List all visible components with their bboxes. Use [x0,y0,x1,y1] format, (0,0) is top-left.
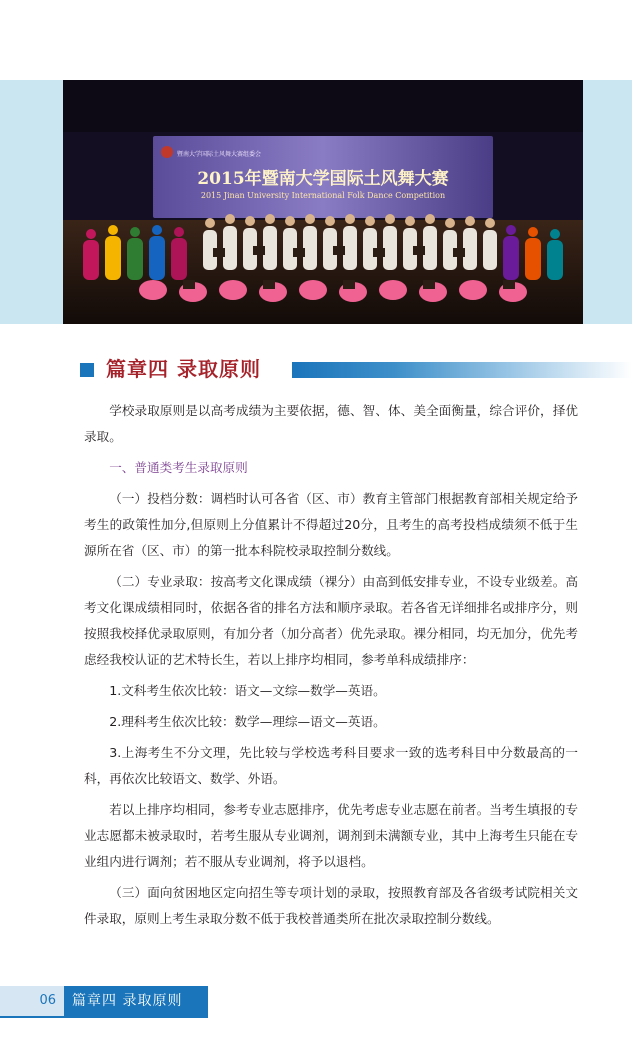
chapter-gradient-bar [292,362,632,378]
paragraph-preference: 若以上排序均相同，参考专业志愿排序，优先考虑专业志愿在前者。当考生填报的专业志愿都未被录取时，若考生服从专业调剂，调剂到未满额专业，其中上海考生只能在专业组内进行调剂；若不服从专业调剂，将予以退档。 [84,802,578,869]
chapter-title: 篇章四 录取原则 [106,357,261,381]
list-item-science: 2.理科考生依次比较：数学—理综—语文—英语。 [109,714,386,729]
body-content [84,398,578,937]
page-number: 06 [0,986,64,1016]
group-photo [63,80,583,324]
intro-paragraph: 学校录取原则是以高考成绩为主要依据，德、智、体、美全面衡量，综合评价，择优录取。 [84,403,578,444]
footer-rule [0,1016,208,1018]
paragraph-major-admission: （二）专业录取：按高考文化课成绩（裸分）由高到低安排专业，不设专业级差。高考文化课成绩相同时，依据各省的排名方法和顺序录取。若各省无详细排名或排序分，则按照我校择优录取原则，有加分者（加分高者）优先录取。裸分相同，均无加分，优先考虑经我校认证的艺术特长生，若以上排序均相同，参考单科成绩排序： [84,574,578,667]
list-item-liberal-arts: 1.文科考生依次比较：语文—文综—数学—英语。 [109,683,386,698]
footer-chapter-label: 篇章四 录取原则 [64,986,208,1016]
section-title-general: 一、普通类考生录取原则 [109,460,248,475]
chapter-heading [80,354,632,384]
paragraph-score: （一）投档分数：调档时认可各省（区、市）教育主管部门根据教育部相关规定给予考生的政策性加分,但原则上分值累计不得超过20分，且考生的高考投档成绩须不低于生源所在省（区、市）的第一批本科院校录取控制分数线。 [84,491,578,558]
paragraph-special-plan: （三）面向贫困地区定向招生等专项计划的录取，按照教育部及各省级考试院相关文件录取，原则上考生录取分数不低于我校普通类所在批次录取控制分数线。 [84,885,578,926]
banner-subtitle-text: 2015 Jinan University International Folk Dance Competition [200,191,446,200]
chapter-marker-square [80,363,94,377]
page-footer [0,986,208,1016]
banner-title-text: 2015年暨南大学国际土风舞大赛 [197,169,449,189]
list-item-shanghai: 3.上海考生不分文理，先比较与学校选考科目要求一致的选考科目中分数最高的一科，再依次比较语文、数学、外语。 [84,745,578,786]
banner-org-text: 暨南大学国际土风舞大赛组委会 [177,151,262,158]
